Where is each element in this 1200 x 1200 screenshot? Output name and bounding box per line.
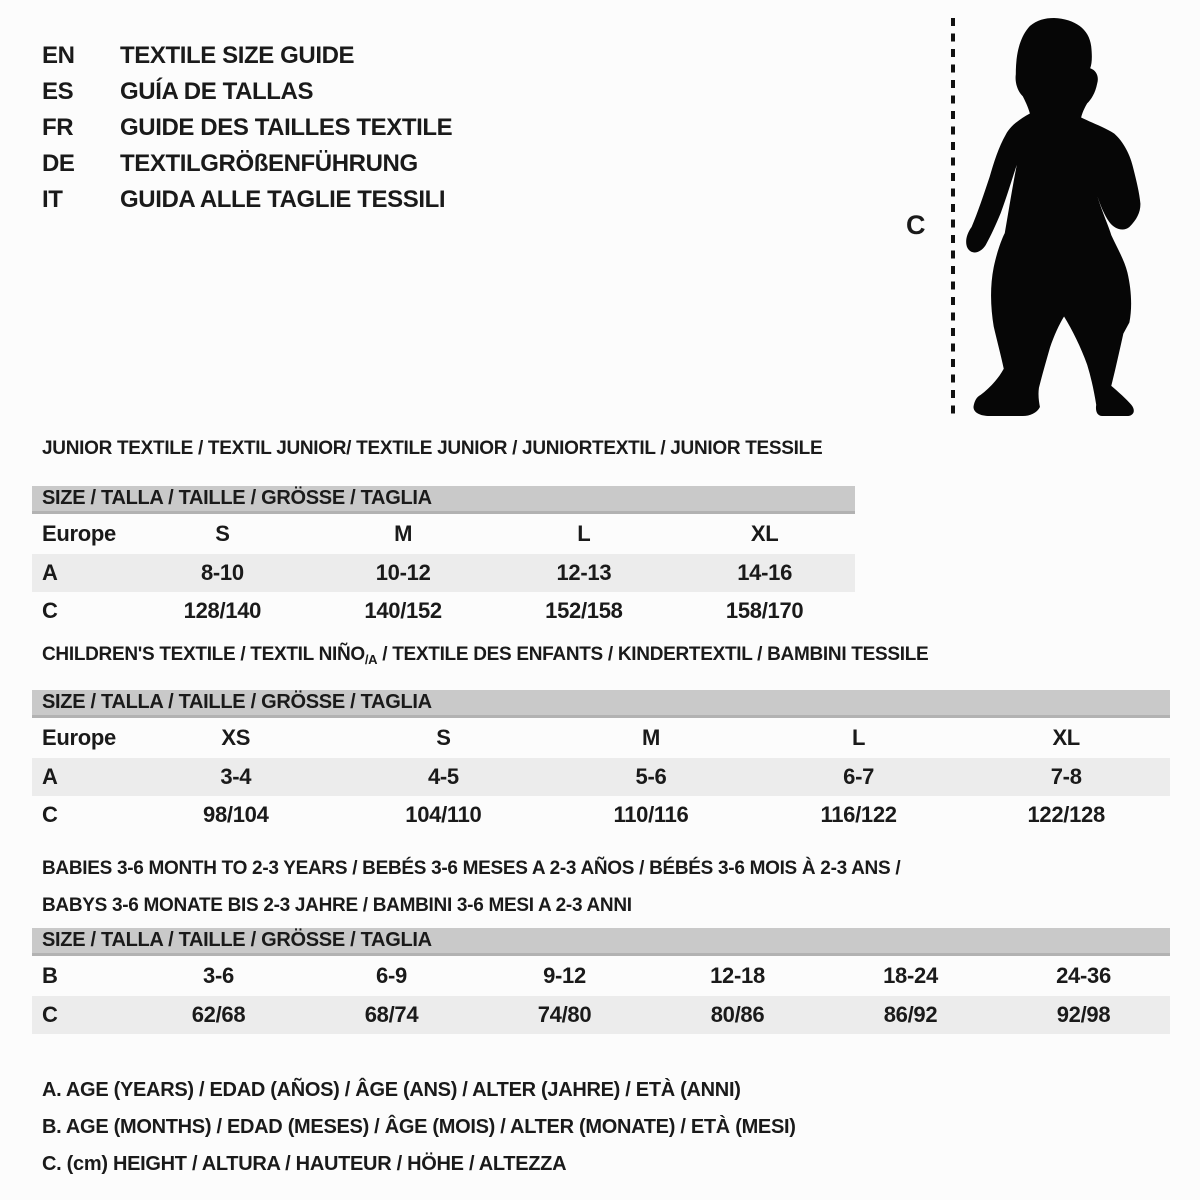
value-cell: 122/128: [1027, 802, 1105, 827]
size-cell: XL: [750, 521, 779, 546]
row-label: Europe: [42, 725, 116, 750]
value-cell: 86/92: [883, 1002, 938, 1027]
value-cell: 62/68: [191, 1002, 246, 1027]
height-figure: [890, 0, 1200, 430]
value-cell: 4-5: [427, 764, 459, 789]
children-title-text: / TEXTILE DES ENFANTS / KINDERTEXTIL / BAMBINI TESSILE: [377, 644, 929, 665]
value-cell: 9-12: [543, 963, 586, 988]
table-size-header: SIZE / TALLA / TAILLE / GRÖSSE / TAGLIA: [32, 928, 1170, 956]
language-code: EN: [42, 42, 75, 69]
value-cell: 24-36: [1056, 963, 1111, 988]
value-cell: 6-7: [843, 764, 875, 789]
table-row-height: [32, 592, 855, 630]
size-cell: S: [215, 521, 230, 546]
value-cell: 140/152: [364, 598, 442, 623]
row-label: C: [42, 1002, 58, 1027]
value-cell: 116/122: [820, 802, 897, 827]
table-size-header: SIZE / TALLA / TAILLE / GRÖSSE / TAGLIA: [32, 486, 855, 514]
size-cell: XS: [221, 725, 251, 750]
language-label: TEXTILGRÖßENFÜHRUNG: [120, 150, 418, 177]
value-cell: 152/158: [545, 598, 623, 623]
size-cell: M: [641, 725, 660, 750]
babies-title-line1: BABIES 3-6 MONTH TO 2-3 YEARS / BEBÉS 3-6 MESES A 2-3 AÑOS / BÉBÉS 3-6 MOIS À 2-3 ANS /: [42, 858, 901, 879]
value-cell: 18-24: [883, 963, 938, 988]
table-row-months: [32, 956, 1170, 996]
row-label: A: [42, 560, 58, 585]
children-section-title: [42, 644, 928, 667]
language-label: GUIDA ALLE TAGLIE TESSILI: [120, 186, 446, 213]
size-cell: M: [394, 521, 413, 546]
value-cell: 3-6: [203, 963, 234, 988]
row-label: B: [42, 963, 58, 988]
table-row-height: [32, 796, 1170, 834]
size-cell: L: [852, 725, 866, 750]
value-cell: 6-9: [376, 963, 407, 988]
size-cell: L: [577, 521, 591, 546]
legend-line-b: B. AGE (MONTHS) / EDAD (MESES) / ÂGE (MOIS) / ALTER (MONATE) / ETÀ (MESI): [42, 1116, 796, 1138]
value-cell: 5-6: [635, 764, 667, 789]
value-cell: 158/170: [725, 598, 804, 623]
row-label: Europe: [42, 521, 116, 546]
size-cell: XL: [1052, 725, 1080, 750]
value-cell: 104/110: [405, 802, 482, 827]
size-table-children: [32, 690, 1170, 834]
language-code: IT: [42, 186, 63, 213]
babies-section-title: [42, 850, 900, 924]
language-code: DE: [42, 150, 75, 177]
value-cell: 68/74: [364, 1002, 419, 1027]
language-code: FR: [42, 114, 74, 141]
language-list: [42, 38, 452, 218]
junior-section-title: JUNIOR TEXTILE / TEXTIL JUNIOR/ TEXTILE JUNIOR / JUNIORTEXTIL / JUNIOR TESSILE: [42, 438, 823, 459]
value-cell: 10-12: [375, 560, 431, 585]
table-row-europe: [32, 718, 1170, 758]
value-cell: 92/98: [1056, 1002, 1111, 1027]
language-row: [42, 74, 452, 110]
height-measure-line: [949, 16, 957, 418]
value-cell: 128/140: [183, 598, 262, 623]
measure-c-label: C: [906, 210, 926, 240]
value-cell: 74/80: [537, 1002, 592, 1027]
table-row-age: [32, 758, 1170, 796]
language-row: [42, 146, 452, 182]
toddler-silhouette-icon: [963, 16, 1145, 418]
children-title-text: CHILDREN'S TEXTILE / TEXTIL NIÑO: [42, 644, 365, 665]
row-label: C: [42, 598, 58, 623]
value-cell: 14-16: [737, 560, 793, 585]
value-cell: 12-18: [710, 963, 765, 988]
size-cell: S: [436, 725, 451, 750]
children-title-subscript: /A: [364, 652, 378, 667]
row-label: A: [42, 764, 58, 789]
value-cell: 80/86: [710, 1002, 765, 1027]
value-cell: 110/116: [613, 802, 689, 827]
language-row: [42, 38, 452, 74]
row-label: C: [42, 802, 58, 827]
table-size-header: SIZE / TALLA / TAILLE / GRÖSSE / TAGLIA: [32, 690, 1170, 718]
size-table-junior: [32, 486, 855, 630]
size-table-babies: [32, 928, 1170, 1034]
table-row-height: [32, 996, 1170, 1034]
language-label: GUIDE DES TAILLES TEXTILE: [120, 114, 453, 141]
measurement-legend: [42, 1072, 796, 1183]
legend-line-a: A. AGE (YEARS) / EDAD (AÑOS) / ÂGE (ANS) / ALTER (JAHRE) / ETÀ (ANNI): [42, 1079, 741, 1101]
table-row-europe: [32, 514, 855, 554]
value-cell: 98/104: [203, 802, 269, 827]
value-cell: 3-4: [220, 764, 252, 789]
babies-title-line2: BABYS 3-6 MONATE BIS 2-3 JAHRE / BAMBINI 3-6 MESI A 2-3 ANNI: [42, 895, 632, 916]
language-label: GUÍA DE TALLAS: [120, 78, 314, 105]
legend-line-c: C. (cm) HEIGHT / ALTURA / HAUTEUR / HÖHE / ALTEZZA: [42, 1153, 567, 1175]
language-row: [42, 182, 452, 218]
table-row-age: [32, 554, 855, 592]
language-label: TEXTILE SIZE GUIDE: [120, 42, 355, 69]
value-cell: 8-10: [200, 560, 244, 585]
language-row: [42, 110, 452, 146]
value-cell: 7-8: [1050, 764, 1082, 789]
language-code: ES: [42, 78, 74, 105]
value-cell: 12-13: [556, 560, 612, 585]
